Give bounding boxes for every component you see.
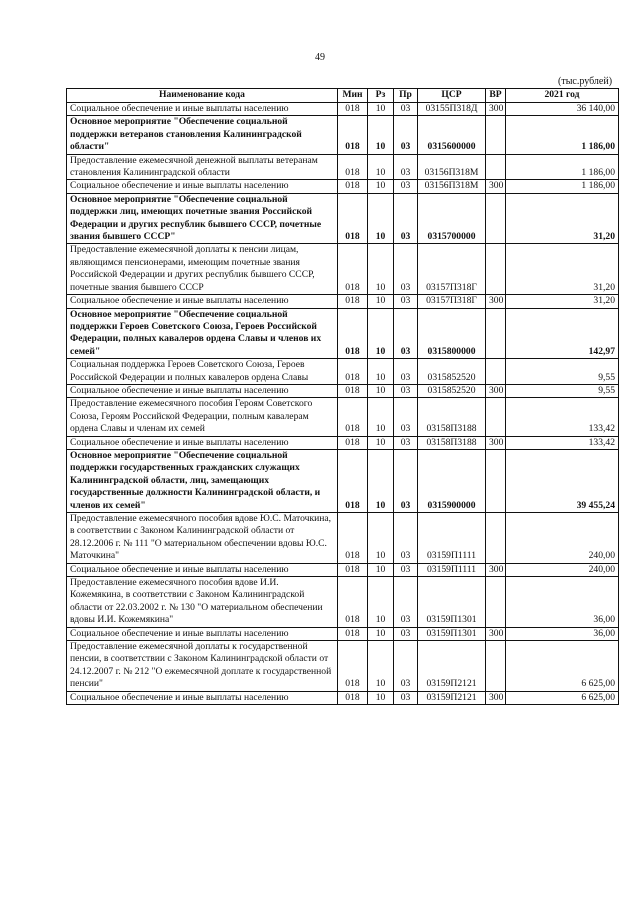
cell-csr: 03159П2121 (418, 691, 486, 704)
cell-pr: 03 (394, 436, 418, 449)
table-row (67, 398, 619, 436)
cell-csr: 03159П1301 (418, 577, 486, 628)
cell-rz: 10 (368, 384, 394, 397)
cell-pr: 03 (394, 295, 418, 308)
cell-pr: 03 (394, 577, 418, 628)
cell-csr: 0315600000 (418, 116, 486, 154)
cell-pr: 03 (394, 103, 418, 116)
table-row (67, 154, 619, 180)
cell-min: 018 (338, 193, 368, 244)
cell-pr: 03 (394, 449, 418, 512)
cell-rz: 10 (368, 154, 394, 180)
cell-csr: 03159П1111 (418, 513, 486, 564)
cell-name: Социальное обеспечение и иные выплаты населению (67, 436, 338, 449)
cell-pr: 03 (394, 563, 418, 576)
cell-csr: 03158П3188 (418, 398, 486, 436)
cell-vr: 300 (486, 436, 506, 449)
cell-min: 018 (338, 627, 368, 640)
table-row (67, 359, 619, 385)
table-row (67, 193, 619, 244)
cell-vr: 300 (486, 563, 506, 576)
header-min: Мин (338, 89, 368, 103)
table-row (67, 641, 619, 692)
table-row (67, 180, 619, 193)
cell-min: 018 (338, 384, 368, 397)
cell-rz: 10 (368, 577, 394, 628)
table-body (67, 103, 619, 705)
cell-rz: 10 (368, 193, 394, 244)
cell-vr (486, 193, 506, 244)
header-vr: ВР (486, 89, 506, 103)
table-row (67, 627, 619, 640)
cell-min: 018 (338, 398, 368, 436)
cell-min: 018 (338, 641, 368, 692)
cell-pr: 03 (394, 180, 418, 193)
cell-csr: 03156П318М (418, 154, 486, 180)
cell-min: 018 (338, 359, 368, 385)
cell-pr: 03 (394, 627, 418, 640)
table-row (67, 449, 619, 512)
cell-csr: 0315900000 (418, 449, 486, 512)
header-name: Наименование кода (67, 89, 338, 103)
cell-amount: 36 140,00 (506, 103, 619, 116)
cell-csr: 03159П1111 (418, 563, 486, 576)
cell-amount: 31,20 (506, 244, 619, 295)
cell-vr (486, 513, 506, 564)
cell-name: Социальное обеспечение и иные выплаты населению (67, 627, 338, 640)
cell-min: 018 (338, 513, 368, 564)
cell-min: 018 (338, 295, 368, 308)
cell-csr: 03156П318М (418, 180, 486, 193)
cell-rz: 10 (368, 244, 394, 295)
cell-pr: 03 (394, 513, 418, 564)
cell-amount: 6 625,00 (506, 641, 619, 692)
table-row (67, 384, 619, 397)
cell-vr (486, 244, 506, 295)
cell-min: 018 (338, 103, 368, 116)
cell-pr: 03 (394, 116, 418, 154)
table-row (67, 513, 619, 564)
cell-vr: 300 (486, 384, 506, 397)
table-row (67, 116, 619, 154)
table-header-row (67, 89, 619, 103)
cell-amount: 1 186,00 (506, 180, 619, 193)
table-row (67, 103, 619, 116)
cell-vr (486, 398, 506, 436)
cell-vr (486, 154, 506, 180)
cell-name: Социальное обеспечение и иные выплаты населению (67, 384, 338, 397)
cell-min: 018 (338, 116, 368, 154)
cell-amount: 9,55 (506, 359, 619, 385)
cell-rz: 10 (368, 691, 394, 704)
cell-vr: 300 (486, 691, 506, 704)
cell-pr: 03 (394, 359, 418, 385)
cell-csr: 0315700000 (418, 193, 486, 244)
cell-rz: 10 (368, 563, 394, 576)
cell-csr: 0315852520 (418, 384, 486, 397)
cell-min: 018 (338, 244, 368, 295)
cell-min: 018 (338, 180, 368, 193)
cell-amount: 240,00 (506, 563, 619, 576)
cell-name: Предоставление ежемесячной доплаты к пенсии лицам, являющимся пенсионерами, имеющим почетные звания Российской Федерации и других республик бывшего СССР, почетные звания бывшего СССР (67, 244, 338, 295)
cell-pr: 03 (394, 244, 418, 295)
cell-vr (486, 116, 506, 154)
cell-pr: 03 (394, 641, 418, 692)
cell-vr: 300 (486, 103, 506, 116)
cell-csr: 03155П318Д (418, 103, 486, 116)
cell-name: Предоставление ежемесячного пособия вдове И.И. Кожемякина, в соответствии с Законом Калининградской области от 22.03.2002 г. № 130 "О материальном обеспечении вдовы И.И. Кожемякина" (67, 577, 338, 628)
cell-rz: 10 (368, 295, 394, 308)
header-year: 2021 год (506, 89, 619, 103)
budget-table (66, 88, 619, 705)
cell-rz: 10 (368, 180, 394, 193)
header-pr: Пр (394, 89, 418, 103)
cell-pr: 03 (394, 384, 418, 397)
cell-rz: 10 (368, 513, 394, 564)
table-row (67, 691, 619, 704)
cell-csr: 03159П1301 (418, 627, 486, 640)
cell-vr: 300 (486, 295, 506, 308)
cell-name: Предоставление ежемесячной денежной выплаты ветеранам становления Калининградской области (67, 154, 338, 180)
cell-amount: 31,20 (506, 295, 619, 308)
cell-amount: 142,97 (506, 308, 619, 359)
cell-csr: 03157П318Г (418, 295, 486, 308)
cell-pr: 03 (394, 398, 418, 436)
cell-min: 018 (338, 436, 368, 449)
cell-min: 018 (338, 154, 368, 180)
cell-rz: 10 (368, 627, 394, 640)
cell-min: 018 (338, 449, 368, 512)
table-row (67, 563, 619, 576)
cell-rz: 10 (368, 103, 394, 116)
cell-min: 018 (338, 308, 368, 359)
cell-vr: 300 (486, 180, 506, 193)
cell-min: 018 (338, 563, 368, 576)
cell-rz: 10 (368, 449, 394, 512)
table-row (67, 577, 619, 628)
cell-name: Основное мероприятие "Обеспечение социальной поддержки лиц, имеющих почетные звания Российской Федерации и других республик бывшего СССР, почетные звания бывшего СССР" (67, 193, 338, 244)
table-row (67, 244, 619, 295)
cell-rz: 10 (368, 116, 394, 154)
cell-rz: 10 (368, 398, 394, 436)
cell-amount: 36,00 (506, 627, 619, 640)
cell-name: Социальное обеспечение и иные выплаты населению (67, 563, 338, 576)
cell-name: Социальное обеспечение и иные выплаты населению (67, 691, 338, 704)
cell-vr (486, 577, 506, 628)
cell-rz: 10 (368, 308, 394, 359)
header-rz: Рз (368, 89, 394, 103)
cell-name: Социальное обеспечение и иные выплаты населению (67, 103, 338, 116)
cell-csr: 0315852520 (418, 359, 486, 385)
cell-rz: 10 (368, 359, 394, 385)
units-label: (тыс.рублей) (558, 76, 613, 87)
cell-amount: 133,42 (506, 436, 619, 449)
cell-amount: 6 625,00 (506, 691, 619, 704)
cell-vr (486, 641, 506, 692)
cell-name: Социальное обеспечение и иные выплаты населению (67, 295, 338, 308)
cell-rz: 10 (368, 641, 394, 692)
cell-name: Основное мероприятие "Обеспечение социальной поддержки Героев Советского Союза, Героев Российской Федерации, полных кавалеров ордена Славы и членов их семей" (67, 308, 338, 359)
table-row (67, 295, 619, 308)
cell-csr: 03157П318Г (418, 244, 486, 295)
cell-amount: 9,55 (506, 384, 619, 397)
cell-vr (486, 359, 506, 385)
cell-name: Социальная поддержка Героев Советского Союза, Героев Российской Федерации и полных кавалеров ордена Славы (67, 359, 338, 385)
cell-min: 018 (338, 577, 368, 628)
cell-amount: 31,20 (506, 193, 619, 244)
cell-name: Основное мероприятие "Обеспечение социальной поддержки ветеранов становления Калининградской области" (67, 116, 338, 154)
cell-rz: 10 (368, 436, 394, 449)
cell-vr (486, 449, 506, 512)
cell-pr: 03 (394, 193, 418, 244)
cell-amount: 39 455,24 (506, 449, 619, 512)
table-row (67, 436, 619, 449)
cell-vr (486, 308, 506, 359)
cell-vr: 300 (486, 627, 506, 640)
cell-pr: 03 (394, 691, 418, 704)
cell-amount: 240,00 (506, 513, 619, 564)
cell-pr: 03 (394, 308, 418, 359)
cell-csr: 03159П2121 (418, 641, 486, 692)
cell-csr: 0315800000 (418, 308, 486, 359)
cell-pr: 03 (394, 154, 418, 180)
cell-name: Предоставление ежемесячного пособия Героям Советского Союза, Героям Российской Федерации, полным кавалерам ордена Славы и членам их семей (67, 398, 338, 436)
cell-name: Предоставление ежемесячного пособия вдове Ю.С. Маточкина, в соответствии с Законом Калининградской области от 28.12.2006 г. № 111 "О материальном обеспечении вдовы Ю.С. Маточкина" (67, 513, 338, 564)
cell-name: Социальное обеспечение и иные выплаты населению (67, 180, 338, 193)
cell-amount: 36,00 (506, 577, 619, 628)
page-number: 49 (315, 52, 325, 63)
cell-name: Предоставление ежемесячной доплаты к государственной пенсии, в соответствии с Законом Калининградской области от 24.12.2007 г. № 212 "О ежемесячной доплате к государственной пенсии" (67, 641, 338, 692)
cell-amount: 1 186,00 (506, 116, 619, 154)
header-csr: ЦСР (418, 89, 486, 103)
cell-name: Основное мероприятие "Обеспечение социальной поддержки государственных гражданских служащих Калининградской области, лиц, замещающих государственные должности Калининградской области, и членов их семей" (67, 449, 338, 512)
cell-min: 018 (338, 691, 368, 704)
cell-amount: 1 186,00 (506, 154, 619, 180)
cell-csr: 03158П3188 (418, 436, 486, 449)
table-row (67, 308, 619, 359)
cell-amount: 133,42 (506, 398, 619, 436)
